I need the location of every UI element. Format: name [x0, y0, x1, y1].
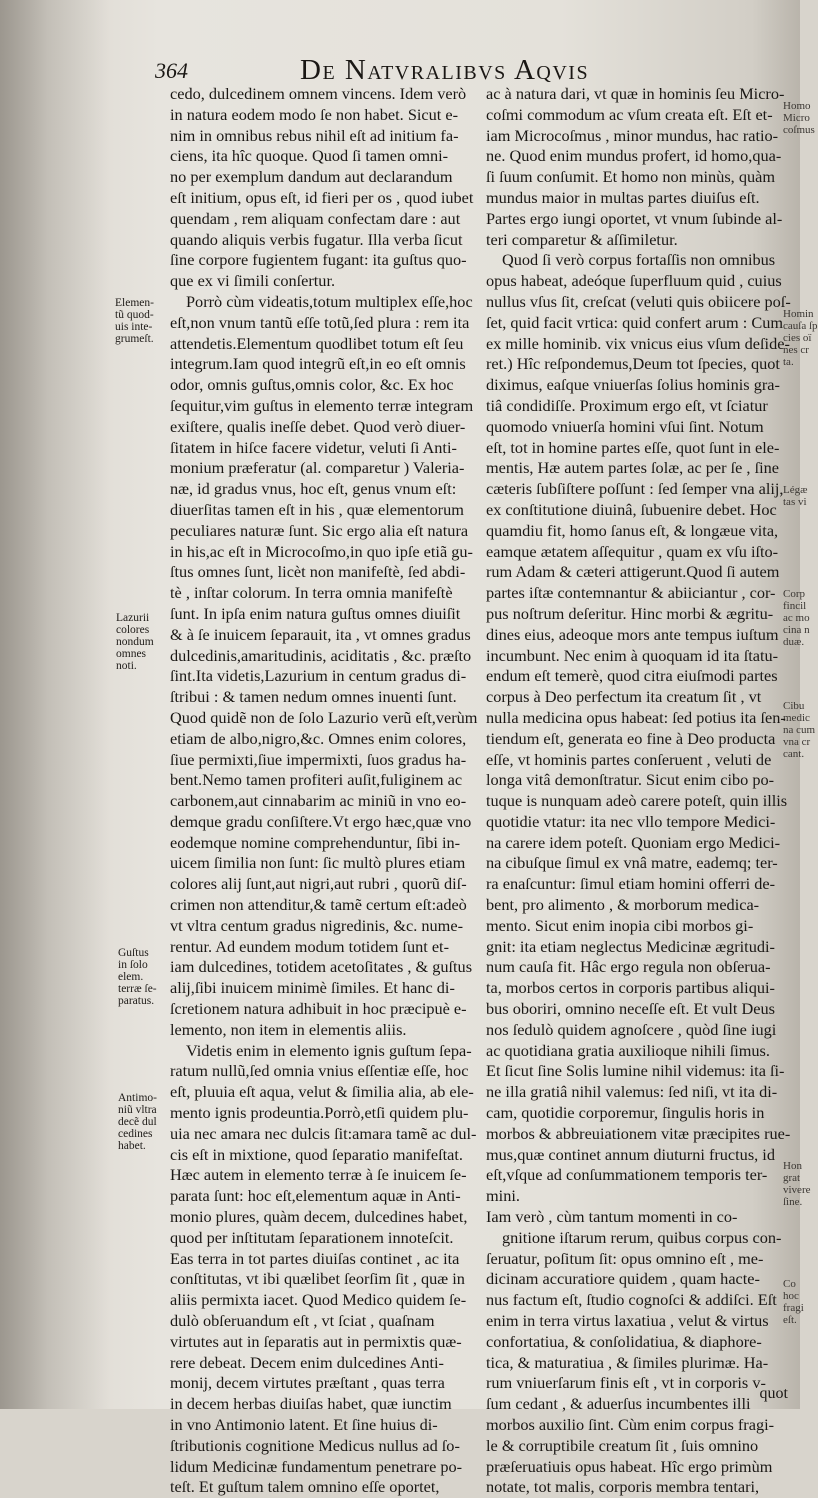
- text-line: præſeruatiuis opus habeat. Hîc ergo primùm: [486, 1456, 773, 1476]
- edge-line: tas vi: [783, 496, 807, 508]
- text-line: bus oboriri, omnino neceſſe eſt. Et vult Deus: [486, 999, 775, 1019]
- text-line: ſequitur,vim guſtus in elemento terræ integram: [170, 395, 474, 415]
- text-line: lemento, non item in elementis aliis.: [170, 1019, 407, 1039]
- text-line: ſint.Ita videtis,Lazurium in centum gradus di-: [170, 666, 467, 686]
- text-line: dicinam accuratiore quidem , quam hacte-: [486, 1269, 760, 1289]
- text-line: cæteris ſubſiſtere poſſunt : ſed ſemper vna alij,: [486, 479, 784, 499]
- text-line: in his,ac eſt in Microcoſmo,in quo ipſe etiã gu-: [170, 541, 473, 561]
- text-line: gnitione iſtarum rerum, quibus corpus con-: [502, 1227, 782, 1247]
- edge-line: coſmus: [783, 124, 815, 136]
- edge-line: cina n: [783, 624, 810, 636]
- catchword: quot: [759, 1385, 788, 1402]
- text-line: mento. Sicut enim inopia cibi morbos gi-: [486, 915, 754, 935]
- edge-line: medic: [783, 712, 810, 724]
- text-line: ciens, ita hîc quoque. Quod ſi tamen omni-: [170, 146, 449, 166]
- text-line: Eas terra in tot partes diuiſas continet , ac ita: [170, 1248, 460, 1268]
- text-line: ſeruatur, poſitum ſit: opus omnino eſt , me-: [486, 1248, 764, 1268]
- text-line: pus noſtrum deſeritur. Hinc morbi & ægritu-: [486, 603, 774, 623]
- marginal-note-antimonii: [118, 1092, 157, 1152]
- text-line: gnit: ita etiam neglectus Medicinæ ægritudi-: [486, 936, 775, 956]
- text-line: quendam , rem aliquam confectam dare : aut: [170, 208, 461, 228]
- edge-line: cies oï: [783, 332, 812, 344]
- marginal-line: noti.: [116, 660, 137, 672]
- text-line: nullus vſus ſit, creſcat (veluti quis obiicere poſ-: [486, 291, 791, 311]
- text-line: Quod quidẽ non de ſolo Lazurio verũ eſt,verùm: [170, 707, 478, 727]
- edge-line: Micro: [783, 112, 810, 124]
- text-line: ex mille hominib. vix vnicus eius vſum deſide-: [486, 333, 790, 353]
- text-line: quotidie vtatur: ita nec vllo tempore Medici-: [486, 811, 776, 831]
- text-line: in natura eodem modo ſe non habet. Sicut e-: [170, 104, 459, 124]
- text-line: partes iſtæ contemnantur & abiiciantur , cor-: [486, 583, 776, 603]
- text-line: eſt, tot in homine partes eſſe, quot ſunt in ele-: [486, 437, 780, 457]
- edge-line: ac mo: [783, 612, 810, 624]
- text-line: integrum.Iam quod integrũ eſt,in eo eſt omnis: [170, 354, 466, 374]
- text-line: ſtribui : & tamen nedum omnes inuenti ſunt.: [170, 687, 457, 707]
- marginal-line: elem.: [118, 971, 144, 983]
- text-line: nim in omnibus rebus nihil eſt ad initium fa-: [170, 125, 459, 145]
- edge-line: vivere: [783, 1184, 811, 1196]
- edge-line: na cum: [783, 724, 816, 736]
- text-line: colores alij ſunt,aut nigri,aut rubri , quorũ diſ-: [170, 874, 467, 894]
- edge-line: hoc: [783, 1290, 799, 1302]
- text-line: demque gradu conſiſtere.Vt ergo hæc,quæ vno: [170, 811, 472, 831]
- text-line: & à ſe inuicem ſeparauit, ita , vt omnes gradus: [170, 624, 471, 644]
- text-line: incumbunt. Nec enim à quoquam id ita ſtatu-: [486, 645, 779, 665]
- edge-line: Homo: [783, 100, 811, 112]
- text-line: mundus maior in multas partes diuiſus eſt.: [486, 187, 760, 207]
- text-line: ſi ſuum conſumit. Et homo non minùs, quàm: [486, 167, 775, 187]
- text-line: Hæc autem in elemento terræ à ſe inuicem ſe-: [170, 1165, 467, 1185]
- text-line: rum vniuerſarum finis eſt , vt in corporis v-: [486, 1373, 766, 1393]
- marginal-line: Guſtus: [118, 947, 149, 959]
- text-line: bent, pro alimento , & morborum medica-: [486, 895, 760, 915]
- gutter-shadow: [0, 0, 110, 1409]
- text-line: ſitatem in hiſce facere videtur, veluti ſi Anti-: [170, 437, 457, 457]
- text-line: conſtitutas, vt ibi quælibet ſeorſim ſit , quæ in: [170, 1269, 465, 1289]
- text-line: na cibuſque ſimul ex vnâ matre, eademq; ter-: [486, 853, 778, 873]
- text-line: in vno Antimonio latent. Et ſine huius di-: [170, 1415, 438, 1434]
- marginal-line: terræ ſe-: [118, 983, 157, 995]
- marginal-line: habet.: [118, 1140, 146, 1152]
- marginal-line: Lazurii: [116, 612, 150, 624]
- marginal-note-lazurii: [116, 612, 154, 672]
- edge-note-corpus-fragile: [783, 1278, 804, 1326]
- edge-line: cant.: [783, 748, 805, 760]
- edge-line: Hon: [783, 1160, 802, 1172]
- edge-note-longaevitas: [783, 484, 808, 508]
- text-line: cis eſt in mixtione, quod ſeparatio manifeſtat.: [170, 1144, 463, 1164]
- text-line: ne illa gratiâ nihil valemus: ſed niſi, vt ita di-: [486, 1082, 778, 1102]
- text-line: tuque is nunquam adeò carere poteſt, quin illis: [486, 791, 788, 811]
- text-line: tica, & maturatiua , & ſimiles plurimæ. Ha-: [486, 1352, 769, 1372]
- text-line: no per exemplum dandum aut declarandum: [170, 167, 453, 187]
- marginal-line: niũ vltra: [118, 1104, 157, 1116]
- text-line: mento ignis prodeuntia.Porrò,etſi quidem plu-: [170, 1103, 469, 1123]
- text-line: confortatiua, & conſolidatiua, & diaphore-: [486, 1331, 762, 1351]
- text-line: ſtributionis cognitione Medicus nullus ad ſo-: [170, 1435, 460, 1455]
- edge-line: eſt.: [783, 1314, 797, 1326]
- edge-line: Corp: [783, 588, 805, 600]
- text-line: attendetis.Elementum quodlibet totum eſt ſeu: [170, 333, 464, 353]
- edge-line: grat: [783, 1172, 801, 1184]
- text-line: monium præferatur (al. comparetur ) Valeria-: [170, 458, 465, 478]
- marginal-line: uis inte-: [115, 321, 153, 333]
- text-line: endum eſt temerè, quod citra eiuſmodi partes: [486, 666, 778, 686]
- text-line: ra enaſcuntur: ſimul etiam homini offerri de-: [486, 874, 776, 894]
- text-line: que ex vi ſimili conſertur.: [170, 271, 336, 291]
- edge-line: Homin: [783, 308, 814, 320]
- text-line: Porrò cùm videatis,totum multiplex eſſe,hoc: [186, 291, 473, 311]
- text-line: ſcretionem natura adhibuit in hoc præcipuè e-: [170, 999, 467, 1019]
- text-line: ac quotidiana gratia auxilioque nihili ſimus.: [486, 1040, 770, 1060]
- page-number: 364: [155, 58, 188, 83]
- text-line: tiendum eſt, generata eo fine à Deo producta: [486, 728, 776, 748]
- text-line: Partes ergo iungi oportet, vt vnum ſubinde al-: [486, 208, 783, 228]
- text-line: tè , inſtar colorum. In terra omnia manifeſtè: [170, 583, 453, 603]
- text-line: iam Microcoſmus , minor mundus, hac ratio-: [486, 125, 779, 145]
- text-line: Videtis enim in elemento ignis guſtum ſepa-: [186, 1040, 472, 1060]
- marginal-line: cedines: [118, 1128, 153, 1140]
- text-line: Et ſicut ſine Solis lumine nihil videmus: ita ſi-: [486, 1061, 785, 1081]
- marginal-note-gustus: [118, 947, 157, 1007]
- text-line: eſt initium, opus eſt, id fieri per os , quod iubet: [170, 187, 474, 207]
- text-line: næ, id gradus vnus, hoc eſt, genus vnum eſt:: [170, 479, 457, 499]
- running-title: De Natvralibvs Aqvis: [300, 54, 590, 86]
- edge-line: fragi: [783, 1302, 804, 1314]
- marginal-note-elementum: [115, 297, 154, 345]
- text-line: alij,ſibi inuicem minimè ſimiles. Et hanc di-: [170, 978, 455, 998]
- text-line: lidum Medicinæ fundamentum penetrare po-: [170, 1456, 463, 1476]
- edge-note-homo-gratia: [783, 1160, 811, 1208]
- text-line: monij, decem virtutes præſtant , quas terra: [170, 1373, 445, 1393]
- text-line: dulò obſeruandum eſt , vt ſciat , quaſnam: [170, 1311, 435, 1331]
- text-line: ſunt. In ipſa enim natura guſtus omnes diuiſit: [170, 603, 461, 623]
- text-line: iam dulcedines, totidem acetoſitates , & guſtus: [170, 957, 473, 977]
- text-line: nulla medicina opus habeat: ſed potius ita ſen-: [486, 707, 786, 727]
- edge-line: ſine.: [783, 1196, 803, 1208]
- marginal-line: omnes: [116, 648, 147, 660]
- text-line: ratum nullũ,ſed omnia vnius eſſentiæ eſſe, hoc: [170, 1061, 469, 1081]
- edge-line: Cibu: [783, 700, 805, 712]
- text-line: eſt,non vnum tantũ eſſe totũ,ſed plura : rem ita: [170, 312, 470, 332]
- text-line: teſt. Et guſtum talem omnino eſſe oportet,: [170, 1477, 440, 1497]
- text-line: Iam verò , cùm tantum momenti in co-: [486, 1207, 738, 1227]
- text-line: vt vltra centum gradus nigredinis, &c. nume-: [170, 915, 463, 935]
- text-line: etiam de albo,nigro,&c. Omnes enim colores,: [170, 728, 467, 748]
- edge-line: vna cr: [783, 736, 811, 748]
- text-line: cedo, dulcedinem omnem vincens. Idem verò: [170, 84, 467, 103]
- text-line: in decem herbas diuiſas habet, quæ iunctim: [170, 1394, 452, 1414]
- text-line: eodemque nomine comprehenduntur, ſibi in-: [170, 832, 461, 852]
- text-line: cam, quotidie corporemur, ſingulis horis in: [486, 1103, 765, 1123]
- left-text-column: [170, 84, 476, 1498]
- text-line: mus,quæ continet annum diuturni fructus, id: [486, 1144, 775, 1164]
- right-text-column: [486, 84, 791, 1498]
- text-line: ne. Quod enim mundus profert, id homo,qua-: [486, 146, 782, 166]
- text-line: rum Adam & cæteri attigerunt.Quod ſi autem: [486, 562, 780, 582]
- marginal-line: tũ quod-: [115, 309, 154, 321]
- text-line: ta, morbos certos in corporis partibus aliqui-: [486, 978, 775, 998]
- text-line: quando aliquis verbis fugatur. Illa verba ſicut: [170, 229, 463, 249]
- text-line: ex conſtitutione diuinâ, ſubuenire debet. Hoc: [486, 499, 777, 519]
- edge-line: ta.: [783, 356, 794, 368]
- text-line: ſine corpore fugientem fugant: ita guſtus quo-: [170, 250, 467, 270]
- text-line: eamque ætatem aſſequitur , quam ex vſu iſto-: [486, 541, 779, 561]
- text-line: coſmi commodum ac vſum creata eſt. Eſt et-: [486, 104, 773, 124]
- text-line: monio plures, quàm decem, dulcedines habet,: [170, 1207, 468, 1227]
- text-line: ret.) Hîc reſpondemus,Deum tot ſpecies, quot: [486, 354, 780, 374]
- text-line: notate, tot malis, corporis membra tentari,: [486, 1477, 760, 1497]
- text-line: dulcedinis,amaritudinis, aciditatis , &c. præſto: [170, 645, 472, 665]
- text-line: rentur. Ad eundem modum totidem ſunt et-: [170, 936, 449, 956]
- text-line: bent.Nemo tamen profiteri auſit,fuliginem ac: [170, 770, 463, 790]
- text-line: opus habeat, adeóque ſuperfluum quid , cuius: [486, 271, 782, 291]
- text-line: na carere idem poteſt. Quoniam ergo Medici-: [486, 832, 781, 852]
- text-line: nos ſedulò quidem agnoſcere , quòd ſine iugi: [486, 1019, 777, 1039]
- text-line: mentis, Hæ autem partes ſolæ, ac per ſe , ſine: [486, 458, 779, 478]
- text-line: ſum cedant , & aduerſus incumbentes illi: [486, 1394, 751, 1414]
- marginal-line: grumeſt.: [115, 333, 154, 345]
- text-line: longa vitâ demonſtratur. Sicut enim cibo po-: [486, 770, 775, 790]
- edge-note-corpus: [783, 588, 810, 648]
- marginal-line: colores: [116, 624, 150, 636]
- text-line: carbonem,aut cinnabarim ac miniũ in vno eo-: [170, 791, 467, 811]
- text-line: uia nec amara nec dulcis ſit:amara tamẽ ac dul-: [170, 1123, 477, 1143]
- text-line: parata ſunt: hoc eſt,elementum aquæ in Anti-: [170, 1186, 461, 1206]
- text-line: uicem ſimilia non ſunt: ſic multò plures etiam: [170, 853, 466, 873]
- text-line: virtutes aut in ſeparatis aut in permixtis quæ-: [170, 1331, 462, 1351]
- text-line: ſtus omnes ſunt, licèt non manifeſtè, ſed abdi-: [170, 562, 466, 582]
- edge-line: fincil: [783, 600, 807, 612]
- text-line: enim in terra virtus laxatiua , velut & virtus: [486, 1311, 769, 1331]
- marginal-line: in ſolo: [118, 959, 148, 971]
- text-line: crimen non attenditur,& tamẽ certum eſt:adeò: [170, 895, 467, 915]
- text-line: eſſe, vt hominis partes conſeruent , veluti de: [486, 749, 772, 769]
- text-line: peculiares naturæ ſunt. Sic ergo alia eſt natura: [170, 520, 469, 540]
- text-line: nus factum eſt, ſtudio cognoſci & addiſci. Eſt: [486, 1290, 777, 1310]
- marginal-line: decẽ dul: [118, 1116, 157, 1128]
- text-line: mini.: [486, 1186, 520, 1206]
- text-line: teri comparetur & aſſimiletur.: [486, 229, 678, 249]
- edge-line: duæ.: [783, 636, 805, 648]
- text-line: quamdiu fit, homo ſanus eſt, & longæue vita,: [486, 520, 779, 540]
- edge-line: cauſa ſp: [783, 320, 818, 332]
- marginal-line: Elemen-: [115, 297, 154, 309]
- text-line: quomodo vniuerſa homini vſui ſint. Notum: [486, 416, 764, 436]
- text-line: le & corruptibile creatum ſit , ſuis omnino: [486, 1435, 759, 1455]
- edge-line: nes cr: [783, 344, 809, 356]
- text-line: rere debeat. Decem enim dulcedines Anti-: [170, 1352, 444, 1372]
- text-line: morbos auxilio ſint. Cùm enim corpus fragi-: [486, 1415, 775, 1434]
- text-line: ſet, quid facit vrtica: quid confert arum : Cum: [486, 312, 784, 332]
- text-line: Quod ſi verò corpus fortaſſis non omnibus: [502, 250, 776, 270]
- edge-line: Co: [783, 1278, 796, 1290]
- edge-note-homo: [783, 100, 815, 136]
- text-line: num cauſa fit. Hâc ergo regula non obſerua-: [486, 957, 771, 977]
- text-line: quod per inſtitutam ſeparationem innoteſcit.: [170, 1227, 454, 1247]
- edge-line: Légæ: [783, 484, 808, 496]
- text-line: corpus à Deo perfectum ita creatum ſit , vt: [486, 687, 762, 707]
- text-line: morbos & abbreuiationem vitæ præcipites rue-: [486, 1123, 791, 1143]
- text-line: ſiue permixti,ſiue impermixti, ſuos gradus ha-: [170, 749, 467, 769]
- text-line: diximus, eaſque vniuerſas ſolius hominis gra-: [486, 375, 780, 395]
- marginal-line: nondum: [116, 636, 154, 648]
- marginal-line: Antimo-: [118, 1092, 157, 1104]
- text-line: eſt,vſque ad conſummationem temporis ter-: [486, 1165, 768, 1185]
- text-line: tiâ condidiſſe. Proximum ergo eſt, vt ſciatur: [486, 395, 768, 415]
- text-line: dines eius, adeoque mors ante tempus iuſtum: [486, 624, 779, 644]
- text-line: odor, omnis guſtus,omnis color, &c. Ex hoc: [170, 375, 454, 395]
- text-line: ac à natura dari, vt quæ in hominis ſeu Micro-: [486, 84, 785, 103]
- text-line: aliis permixta iacet. Quod Medico quidem ſe-: [170, 1290, 467, 1310]
- text-line: eſt, pluuia eſt aqua, velut & ſimilia alia, ab ele-: [170, 1082, 474, 1102]
- text-line: exiſtere, qualis ineſſe debet. Quod verò diuer-: [170, 416, 466, 436]
- text-line: diuerſitas tamen eſt in his , quæ elementorum: [170, 499, 464, 519]
- marginal-line: paratus.: [118, 995, 155, 1007]
